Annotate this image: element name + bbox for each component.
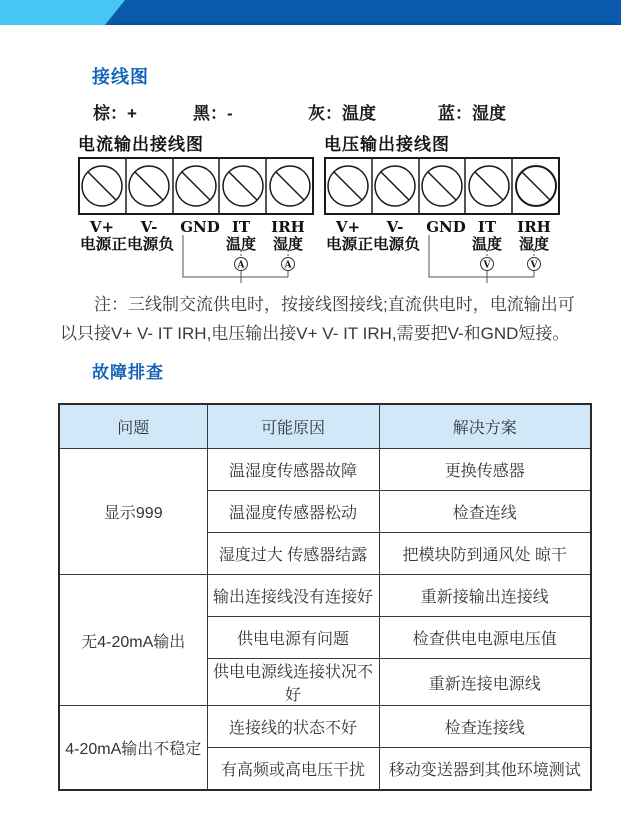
table-row: [59, 706, 591, 748]
svg-text:IRH: IRH: [271, 218, 305, 236]
svg-text:IRH: IRH: [517, 218, 551, 236]
troubleshooting-table: [58, 403, 592, 791]
cause-cell: 温湿度传感器松动: [207, 491, 379, 533]
terminal-block-current: [78, 157, 314, 289]
legend-item-blue: 蓝：湿度: [438, 104, 506, 123]
temperature-label: 温度: [471, 235, 503, 253]
troubleshoot-section-title: 故障排查: [92, 363, 164, 382]
cause-cell: 湿度过大 传感器结露: [207, 533, 379, 575]
humidity-label: 湿度: [518, 235, 550, 253]
table-header-row: [59, 404, 591, 449]
cause-cell: 连接线的状态不好: [207, 706, 379, 748]
header-problem: 问题: [59, 404, 207, 449]
svg-text:V: V: [483, 260, 491, 271]
humidity-label: 湿度: [272, 235, 304, 253]
svg-text:IT: IT: [477, 218, 497, 236]
terminal-block-voltage: [324, 157, 560, 289]
solution-cell: 检查连线: [379, 491, 591, 533]
ammeter-icon: [235, 258, 295, 271]
table-row: [59, 575, 591, 617]
cause-cell: 温湿度传感器故障: [207, 449, 379, 491]
cause-cell: 有高频或高电压干扰: [207, 748, 379, 791]
banner-accent-shape: [0, 0, 125, 25]
power-polarity-label: 电源正电源负: [80, 235, 174, 253]
solution-cell: 检查供电电源电压值: [379, 617, 591, 659]
header-solution: 解决方案: [379, 404, 591, 449]
svg-text:V: V: [530, 260, 538, 271]
terminal-labels: [80, 218, 305, 253]
svg-text:GND: GND: [180, 218, 220, 236]
table-row: [59, 449, 591, 491]
cause-cell: 输出连接线没有连接好: [207, 575, 379, 617]
wire-color-legend: [0, 99, 621, 123]
svg-text:IT: IT: [231, 218, 251, 236]
note-line-2: 以只接V+ V- IT IRH,电压输出接V+ V- IT IRH,需要把V-和GND短接。: [60, 324, 570, 343]
problem-cell: 4-20mA输出不稳定: [59, 706, 207, 791]
solution-cell: 检查连接线: [379, 706, 591, 748]
svg-text:V+: V+: [89, 218, 115, 236]
voltmeter-icon: [481, 258, 541, 271]
current-output-diagram: [78, 135, 314, 289]
svg-text:V-: V-: [386, 218, 404, 236]
solution-cell: 把模块防到通风处 晾干: [379, 533, 591, 575]
header-cause: 可能原因: [207, 404, 379, 449]
wiring-section-title: 接线图: [92, 67, 149, 87]
svg-text:V+: V+: [335, 218, 361, 236]
solution-cell: 重新接输出连接线: [379, 575, 591, 617]
screw-terminal-icon: [328, 166, 556, 206]
cause-cell: 供电电源有问题: [207, 617, 379, 659]
terminal-strip: [325, 158, 559, 214]
problem-cell: 显示999: [59, 449, 207, 575]
note-line-1: 注：三线制交流供电时，按接线图接线;直流供电时，电流输出可: [94, 295, 575, 314]
power-polarity-label: 电源正电源负: [326, 235, 420, 253]
solution-cell: 更换传感器: [379, 449, 591, 491]
legend-item-gray: 灰：温度: [308, 104, 376, 123]
terminal-labels: [326, 218, 551, 253]
wiring-note: [60, 290, 608, 348]
problem-cell: 无4-20mA输出: [59, 575, 207, 706]
svg-text:A: A: [284, 260, 292, 271]
screw-terminal-icon: [82, 166, 310, 206]
temperature-label: 温度: [225, 235, 257, 253]
cause-cell: 供电电源线连接状况不好: [207, 659, 379, 706]
svg-text:A: A: [237, 260, 245, 271]
diagram-title: 电流输出接线图: [78, 135, 204, 155]
legend-item-black: 黑：-: [193, 104, 233, 123]
svg-text:V-: V-: [140, 218, 158, 236]
solution-cell: 移动变送器到其他环境测试: [379, 748, 591, 791]
diagram-title: 电压输出接线图: [324, 135, 450, 155]
voltage-output-diagram: [324, 135, 560, 289]
terminal-strip: [79, 158, 313, 214]
legend-item-brown: 棕：+: [93, 104, 137, 123]
svg-text:GND: GND: [426, 218, 466, 236]
solution-cell: 重新连接电源线: [379, 659, 591, 706]
top-banner: [0, 0, 621, 25]
